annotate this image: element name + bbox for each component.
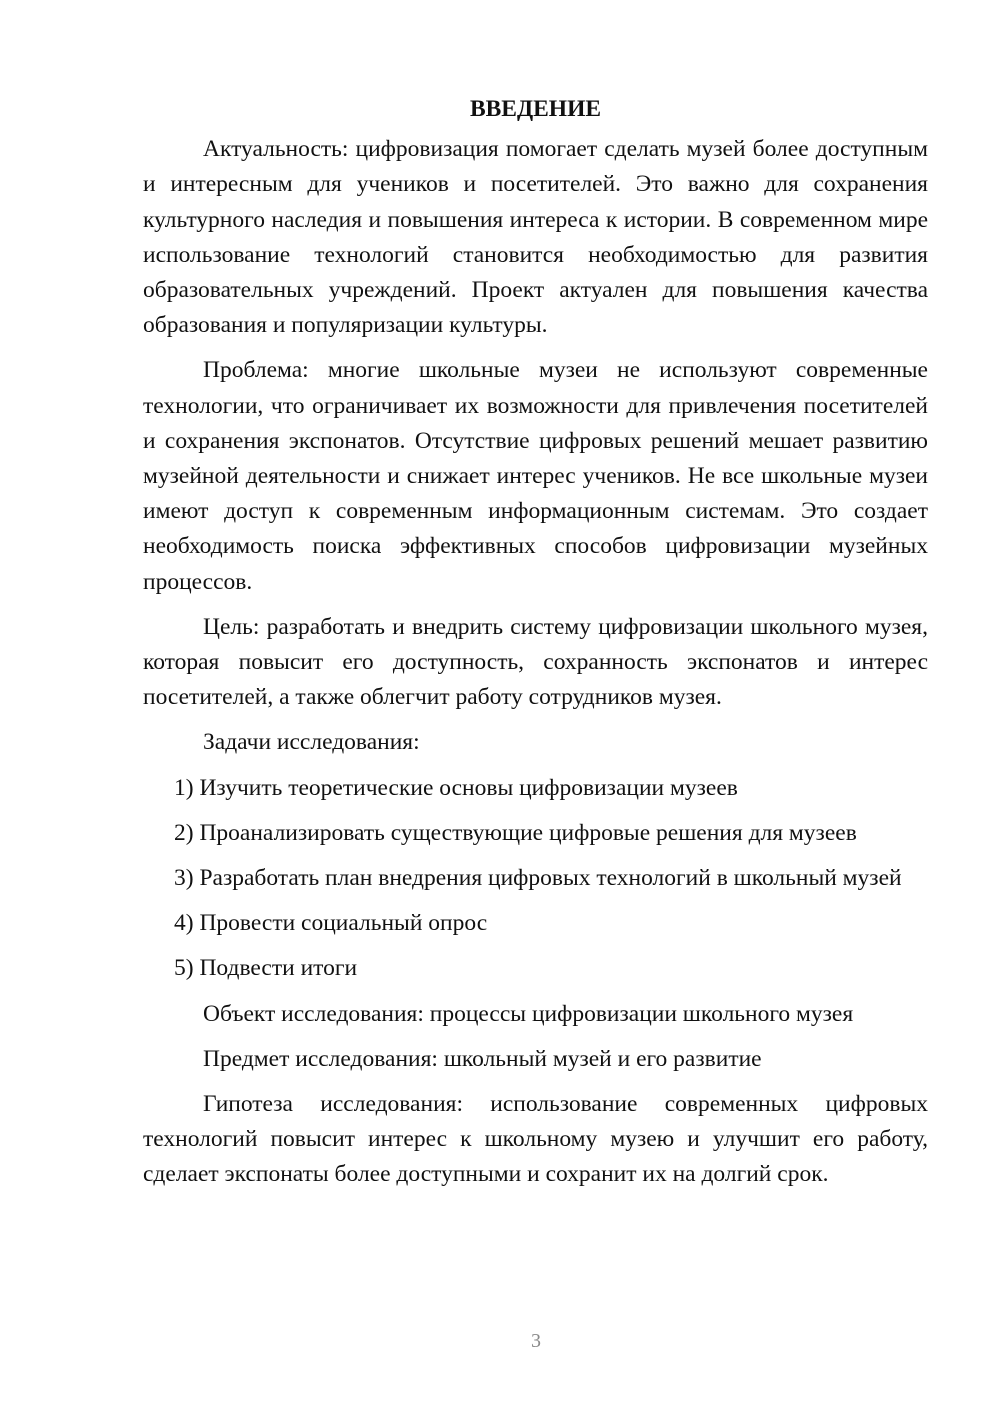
problem-paragraph: Проблема: многие школьные музеи не используют современные технологии, что ограничивает их возможности для привлечения посетителей и сохранения экспонатов. Отсутствие цифровых решений мешает развитию музейной деятельности и снижает интерес учеников. Не все школьные музеи имеют доступ к современным информационным системам. Это создает необходимость поиска эффективных способов цифровизации музейных процессов. xyxy=(143,357,928,595)
task-item-2: 2) Проанализировать существующие цифровые решения для музеев xyxy=(174,819,857,846)
subject-paragraph: Предмет исследования: школьный музей и его развитие xyxy=(203,1045,762,1072)
tasks-heading: Задачи исследования: xyxy=(203,729,420,756)
page-number: 3 xyxy=(531,1330,541,1352)
task-item-4: 4) Провести социальный опрос xyxy=(174,910,488,937)
hypothesis-paragraph: Гипотеза исследования: использование современных цифровых технологий повысит интерес к школьному музею и улучшит его работу, сделает экспонаты более доступными и сохранит их на долгий срок. xyxy=(143,1091,928,1188)
task-item-1: 1) Изучить теоретические основы цифровизации музеев xyxy=(174,774,738,801)
task-item-5: 5) Подвести итоги xyxy=(174,955,358,982)
section-title: ВВЕДЕНИЕ xyxy=(469,96,602,122)
object-paragraph: Объект исследования: процессы цифровизации школьного музея xyxy=(203,1000,854,1027)
document-page xyxy=(143,92,928,1203)
goal-paragraph: Цель: разработать и внедрить систему цифровизации школьного музея, которая повысит его доступность, сохранность экспонатов и интерес посетителей, а также облегчит работу сотрудников музея. xyxy=(143,613,928,711)
relevance-paragraph: Актуальность: цифровизация помогает сделать музей более доступным и интересным для учеников и посетителей. Это важно для сохранения культурного наследия и повышения интереса к истории. В современном мире использование технологий становится необходимостью для развития образовательных учреждений. Проект актуален для повышения качества образования и популяризации культуры. xyxy=(143,136,928,339)
task-item-3: 3) Разработать план внедрения цифровых технологий в школьный музей xyxy=(174,865,902,892)
